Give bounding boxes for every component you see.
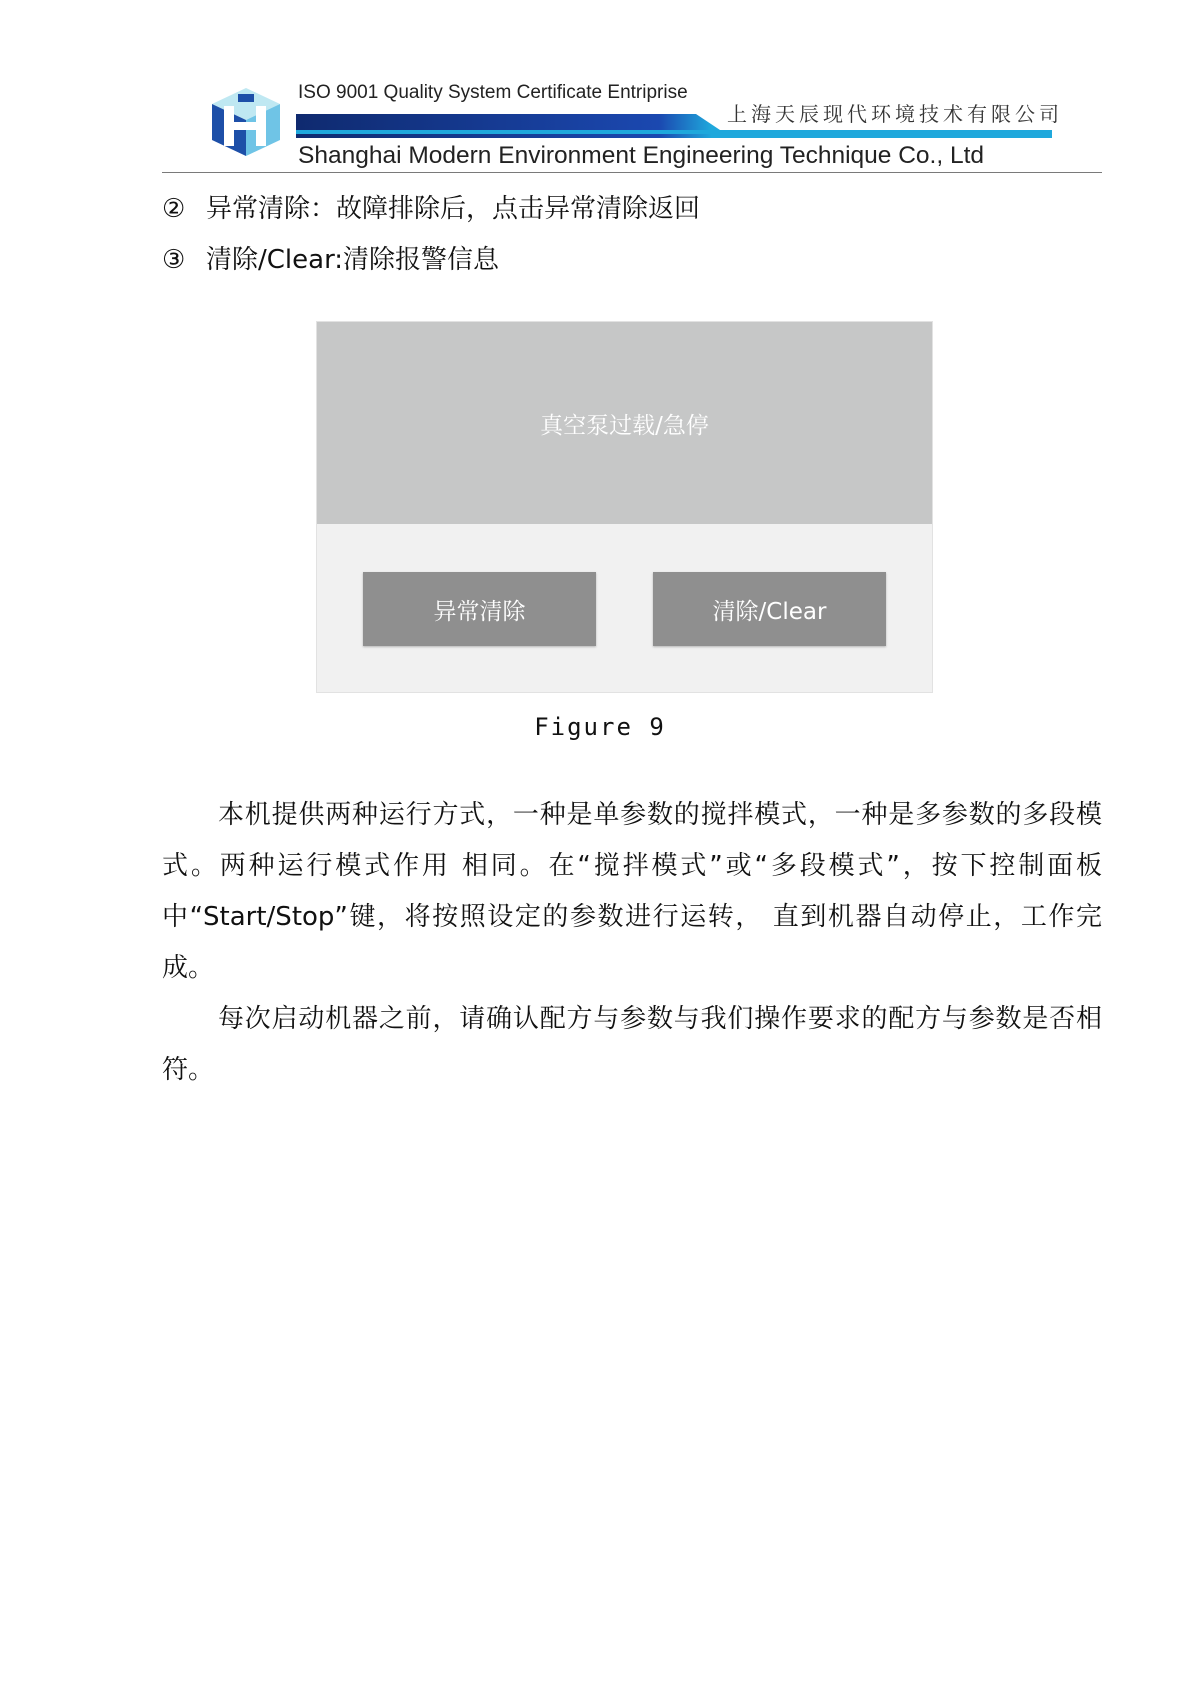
clear-button[interactable]: 清除/Clear (653, 572, 886, 646)
abnormal-clear-button[interactable]: 异常清除 (363, 572, 596, 646)
alarm-panel (317, 322, 932, 692)
alarm-message: 真空泵过载/急停 (540, 412, 709, 439)
alarm-banner (317, 322, 932, 524)
item-text: 异常清除：故障排除后，点击异常清除返回 (206, 194, 701, 224)
list-item (162, 239, 499, 276)
header-divider (162, 172, 1102, 173)
figure-caption: Figure 9 (534, 713, 666, 741)
item-number: ③ (162, 245, 186, 275)
company-logo-icon (208, 84, 284, 160)
list-item (162, 188, 700, 225)
item-number: ② (162, 194, 186, 224)
iso-certificate-line: ISO 9001 Quality System Certificate Entriprise (298, 82, 688, 103)
header-color-band (296, 114, 1052, 138)
body-paragraph: 本机提供两种运行方式，一种是单参数的搅拌模式，一种是多参数的多段模式。两种运行模式作用 相同。在“搅拌模式”或“多段模式”，按下控制面板中“Start/Stop”键，将按照设定的参数进行运转， 直到机器自动停止，工作完成。 (162, 800, 1102, 983)
item-text: 清除/Clear:清除报警信息 (206, 245, 500, 275)
body-paragraph: 每次启动机器之前，请确认配方与参数与我们操作要求的配方与参数是否相符。 (162, 1004, 1102, 1085)
company-name-english: Shanghai Modern Environment Engineering Technique Co., Ltd (298, 142, 984, 169)
company-name-chinese: 上海天辰现代环境技术有限公司 (727, 102, 1063, 126)
